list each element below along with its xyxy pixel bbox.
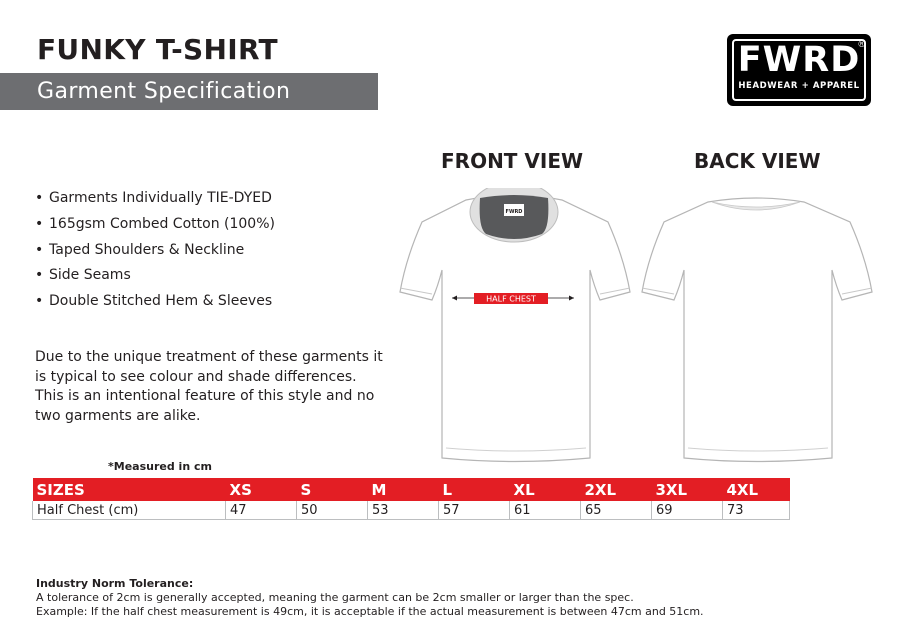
- half-chest-label: HALF CHEST: [486, 294, 536, 304]
- half-chest-value: 57: [439, 501, 510, 520]
- half-chest-value: 69: [652, 501, 723, 520]
- size-header-cell: S: [297, 478, 368, 501]
- feature-item: • Garments Individually TIE-DYED: [35, 190, 272, 206]
- table-row: [33, 501, 790, 520]
- feature-item: • Side Seams: [35, 267, 131, 284]
- size-header-cell: L: [439, 478, 510, 501]
- feature-item: • 165gsm Combed Cotton (100%): [35, 215, 275, 232]
- feature-item: • Double Stitched Hem & Sleeves: [35, 293, 273, 310]
- feature-list: [35, 186, 275, 315]
- size-header-cell: 4XL: [723, 478, 790, 501]
- tolerance-section: [36, 577, 704, 619]
- half-chest-value: 65: [581, 501, 652, 520]
- half-chest-row-label: Half Chest (cm): [33, 501, 226, 520]
- colour-variation-note: Due to the unique treatment of these garments it is typical to see colour and shade differences. This is an intentional feature of this style and no two garments are alike.: [35, 349, 383, 424]
- feature-item: • Taped Shoulders & Neckline: [35, 241, 245, 258]
- size-header-cell: XS: [226, 478, 297, 501]
- logo-wordmark: FWRD: [737, 40, 861, 80]
- half-chest-value: 47: [226, 501, 297, 520]
- size-header-cell: XL: [510, 478, 581, 501]
- half-chest-value: 53: [368, 501, 439, 520]
- page-subtitle: Garment Specification: [37, 79, 291, 104]
- neck-label-text: FWRD: [505, 209, 523, 215]
- size-header-cell: 3XL: [652, 478, 723, 501]
- tolerance-example: Example: If the half chest measurement is 49cm, it is acceptable if the actual measurement is between 47cm and 51cm.: [36, 605, 704, 618]
- tolerance-text: A tolerance of 2cm is generally accepted, meaning the garment can be 2cm smaller or larger than the spec.: [36, 591, 634, 604]
- half-chest-value: 73: [723, 501, 790, 520]
- size-chart-table: [32, 478, 790, 520]
- size-header-row: [33, 478, 790, 501]
- size-header-cell: 2XL: [581, 478, 652, 501]
- front-view-label: FRONT VIEW: [441, 149, 584, 173]
- logo-registered-mark: ®: [858, 39, 865, 49]
- back-view-shirt-illustration: [636, 188, 876, 463]
- logo-tagline: HEADWEAR + APPAREL: [738, 81, 860, 91]
- tolerance-heading: Industry Norm Tolerance:: [36, 577, 194, 590]
- half-chest-value: 61: [510, 501, 581, 520]
- half-chest-value: 50: [297, 501, 368, 520]
- back-view-label: BACK VIEW: [694, 149, 821, 173]
- page-title: FUNKY T-SHIRT: [37, 33, 278, 66]
- size-header-cell: M: [368, 478, 439, 501]
- front-view-shirt-illustration: [394, 188, 634, 463]
- brand-logo: [727, 34, 871, 106]
- measured-in-cm-note: *Measured in cm: [108, 460, 212, 473]
- sizes-header: SIZES: [33, 478, 226, 501]
